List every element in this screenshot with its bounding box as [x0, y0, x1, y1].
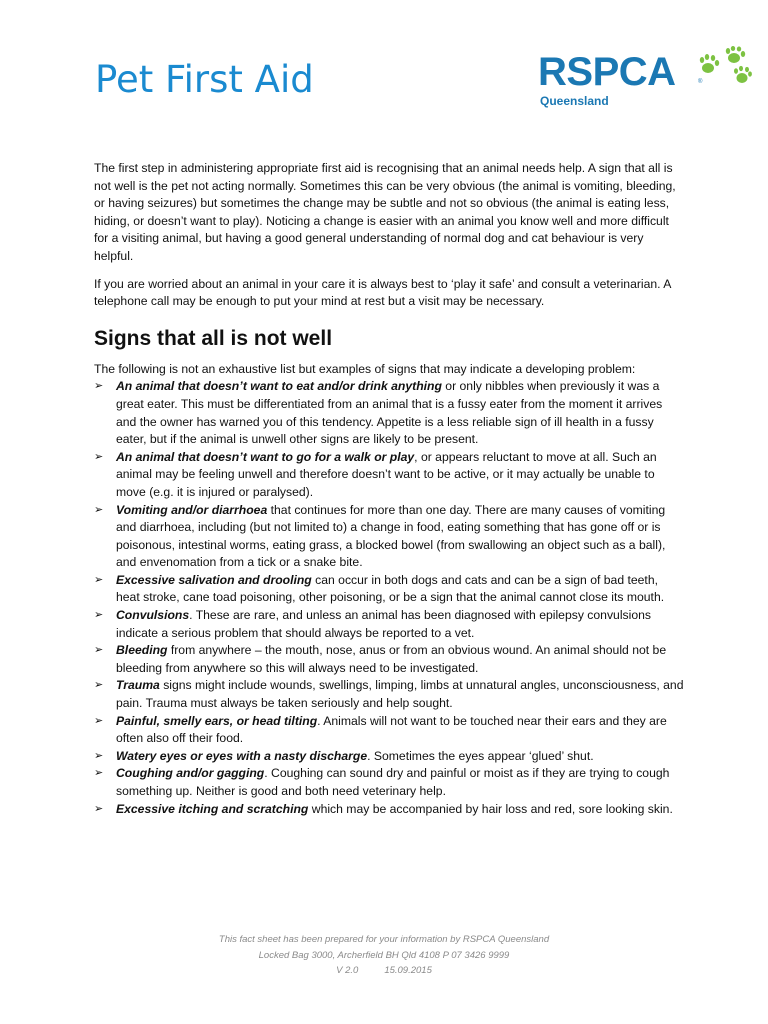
footer — [0, 932, 768, 979]
sign-text: . Coughing can sound dry and painful or moist as if they are trying to cough something up. Neither is good and both need veterinary help. — [116, 766, 670, 798]
arrow-bullet-icon: ➢ — [94, 380, 104, 393]
list-item — [94, 713, 684, 748]
sign-text: or only nibbles when previously it was a great eater. This must be differentiated from an animal that is a fussy eater from the moment it arrives and the owner has warned you of this tendency. Appetite is a less reliable sign of ill health in a fussy eater, but if the animal is unwell other signs are likely to be present. — [116, 379, 663, 447]
sign-lead: Painful, smelly ears, or head tilting — [116, 713, 318, 728]
logo-region: Queensland — [540, 94, 609, 108]
sign-lead: An animal that doesn’t want to eat and/or drink anything — [116, 379, 442, 394]
arrow-bullet-icon: ➢ — [94, 802, 104, 815]
arrow-bullet-icon: ➢ — [94, 767, 104, 780]
list-item — [94, 607, 684, 642]
sign-lead: Coughing and/or gagging — [116, 766, 265, 781]
sign-lead: Convulsions — [116, 608, 190, 623]
footer-address: Locked Bag 3000, Archerfield BH Qld 4108 P 07 3426 9999 — [258, 949, 510, 961]
list-item — [94, 378, 684, 448]
signs-list — [94, 378, 684, 818]
sign-lead: Vomiting and/or diarrhoea — [116, 502, 268, 517]
sign-text: . Animals will not want to be touched near their ears and they are often also off their food. — [116, 713, 667, 746]
page-title: Pet First Aid — [95, 58, 314, 101]
section-intro: The following is not an exhaustive list but examples of signs that may indicate a developing problem: — [94, 361, 636, 376]
footer-version-line — [0, 963, 768, 979]
list-item — [94, 449, 684, 502]
section-heading: Signs that all is not well — [94, 326, 333, 350]
sign-lead: Watery eyes or eyes with a nasty discharge — [116, 748, 368, 763]
sign-text: . Sometimes the eyes appear ‘glued’ shut. — [367, 748, 594, 763]
footer-prepared-by: This fact sheet has been prepared for your information by RSPCA Queensland — [218, 934, 550, 945]
footer-version: V 2.0 — [336, 965, 359, 976]
sign-text: signs might include wounds, swellings, limping, limbs at unnatural angles, unconsciousness, and pain. Trauma must always be taken seriously and help sought. — [116, 678, 684, 711]
intro-paragraph: The first step in administering appropriate first aid is recognising that an animal needs help. A sign that all is not well is the pet not acting normally. Sometimes this can be very obvious (the animal is vomiting, bleeding, or having seizures) but sometimes the change may be subtle and not so obvious (the animal is eating less, hiding, or doesn’t want to play). Noticing a change is easier with an animal you know well and more difficult for a visiting animal, but having a good general understanding of normal dog and cat behaviour is very helpful. — [94, 161, 676, 263]
footer-date: 15.09.2015 — [384, 965, 432, 976]
sign-text: can occur in both dogs and cats and can be a sign of bad teeth, heat stroke, cane toad poisoning, other poisoning, or be a sign that the animal cannot close its mouth. — [116, 572, 665, 605]
list-item — [94, 502, 684, 572]
arrow-bullet-icon: ➢ — [94, 450, 104, 463]
arrow-bullet-icon: ➢ — [94, 573, 104, 586]
arrow-bullet-icon: ➢ — [94, 679, 104, 692]
list-item — [94, 677, 684, 712]
sign-text: from anywhere – the mouth, nose, anus or from an obvious wound. An animal should not be bleeding from anywhere so this will always need to be investigated. — [116, 643, 667, 675]
sign-lead: An animal that doesn’t want to go for a walk or play — [116, 449, 415, 464]
logo-wordmark: RSPCA — [538, 50, 676, 94]
list-item — [94, 748, 684, 766]
arrow-bullet-icon: ➢ — [94, 749, 104, 762]
sign-lead: Trauma — [116, 678, 160, 693]
arrow-bullet-icon: ➢ — [94, 609, 104, 622]
list-item — [94, 765, 684, 800]
sign-lead: Excessive itching and scratching — [116, 801, 309, 816]
sign-lead: Bleeding — [116, 643, 168, 658]
list-item — [94, 642, 684, 677]
sign-lead: Excessive salivation and drooling — [116, 572, 312, 587]
rspca-logo — [538, 46, 750, 112]
list-item — [94, 572, 684, 607]
arrow-bullet-icon: ➢ — [94, 644, 104, 657]
sign-text: that continues for more than one day. There are many causes of vomiting and diarrhoea, including (but not limited to) a change in food, eating something that has gone off or is poisonous, intestinal worms, eating grass, a blocked bowel (from swallowing an object such as a ball), and envenomation from a tick or a snake bite. — [116, 502, 666, 570]
sign-text: . These are rare, and unless an animal has been diagnosed with epilepsy convulsions indicate a serious problem that should always be reported to a vet. — [116, 608, 651, 640]
main-content — [94, 160, 684, 818]
sign-text: , or appears reluctant to move at all. Such an animal may be feeling unwell and therefore doesn’t want to be active, or it may actually be unable to move (e.g. it is injured or paralysed). — [116, 449, 657, 499]
arrow-bullet-icon: ➢ — [94, 714, 104, 727]
sign-text: which may be accompanied by hair loss and red, sore looking skin. — [308, 801, 673, 816]
advice-paragraph: If you are worried about an animal in your care it is always best to ‘play it safe’ and consult a veterinarian. A telephone call may be enough to put your mind at rest but a visit may be necessary. — [94, 276, 671, 309]
arrow-bullet-icon: ➢ — [94, 503, 104, 516]
paw-prints-icon — [698, 46, 752, 90]
list-item — [94, 801, 684, 819]
logo-trademark: ® — [698, 79, 703, 85]
